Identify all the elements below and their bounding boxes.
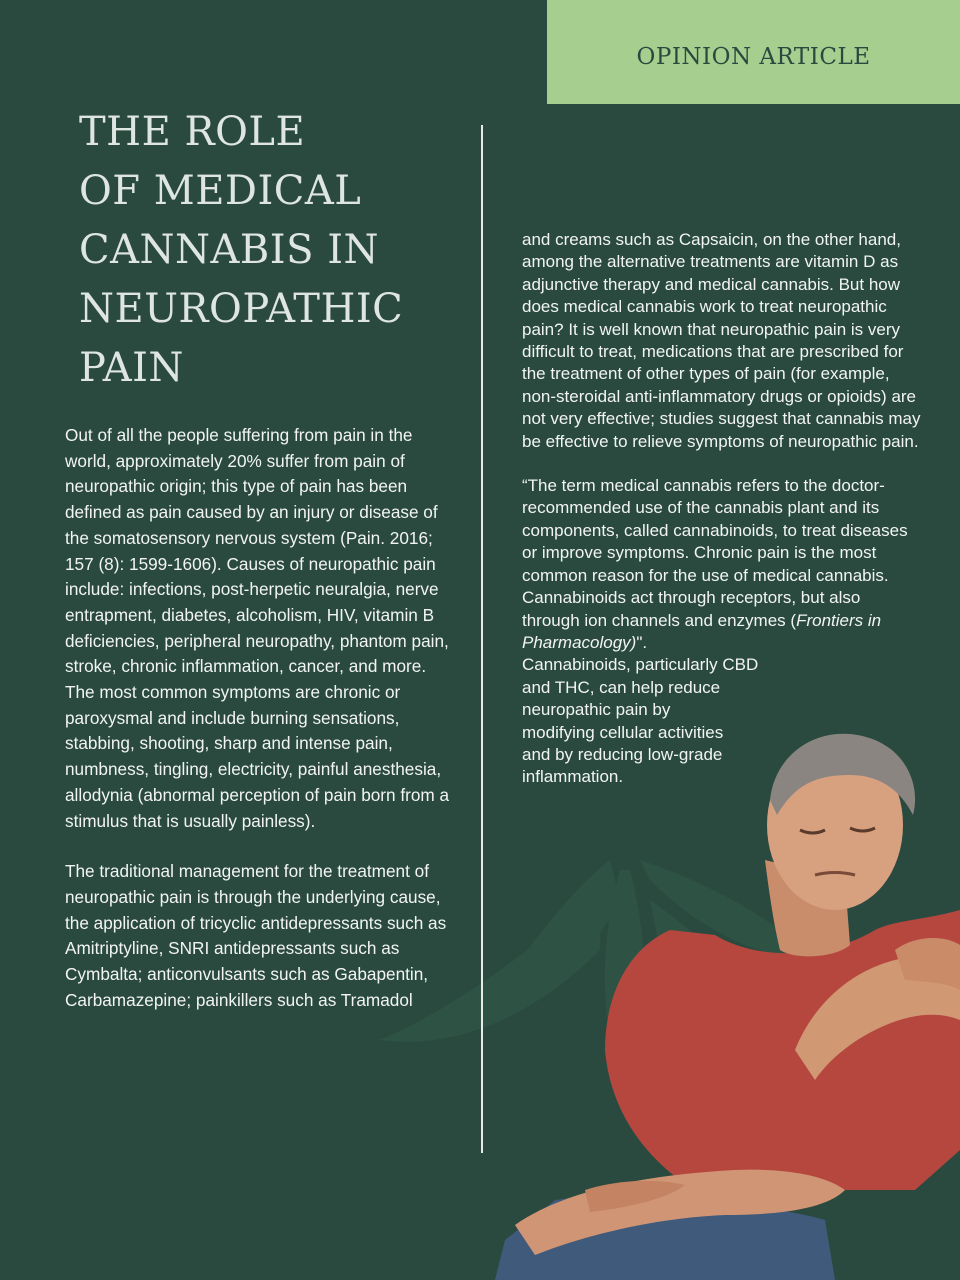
- cannabinoids-line: neuropathic pain by: [522, 700, 671, 720]
- quote-source: Frontiers in Pharmacology): [522, 610, 882, 652]
- cannabinoids-line: inflammation.: [522, 767, 624, 787]
- opinion-article-tag: [547, 0, 960, 104]
- quote-end: ".: [636, 632, 648, 652]
- paragraph-traditional-management: The traditional management for the treatment of neuropathic pain is through the underlying cause, the application of tricyclic antidepressants such as Amitriptyline, SNRI antidepressants such as Cymbalta; anticonvulsants such as Gabapentin, Carbamazepine; painkillers such as Tramadol: [65, 861, 447, 1010]
- article-title: [79, 103, 479, 398]
- left-column: [65, 423, 460, 1013]
- title-line-1: THE ROLE: [79, 109, 306, 155]
- title-line-4: NEUROPATHIC: [79, 286, 404, 332]
- title-line-5: PAIN: [79, 345, 184, 391]
- paragraph-intro: Out of all the people suffering from pain in the world, approximately 20% suffer from pain of neuropathic origin; this type of pain has been defined as pain caused by an injury or disease of the somatosensory nervous system (Pain. 2016; 157 (8): 1599-1606). Causes of neuropathic pain include: infections, post-herpetic neuralgia, nerve entrapment, diabetes, alcoholism, HIV, vitamin B deficiencies, peripheral neuropathy, phantom pain, stroke, chronic inflammation, cancer, and more. The most common symptoms are chronic or paroxysmal and include burning sensations, stabbing, shooting, sharp and intense pain, numbness, tingling, electricity, painful anesthesia, allodynia (abnormal perception of pain born from a stimulus that is usually painless).: [65, 425, 450, 831]
- cannabinoids-line: and by reducing low-grade: [522, 744, 723, 764]
- column-divider: [481, 125, 483, 1153]
- man-holding-shoulder-photo: [495, 720, 960, 1280]
- right-column: [522, 229, 922, 789]
- cannabinoids-line: Cannabinoids, particularly CBD: [522, 655, 759, 675]
- cannabinoids-line: and THC, can help reduce: [522, 677, 721, 697]
- paragraph-alternative-treatments: and creams such as Capsaicin, on the other hand, among the alternative treatments are vitamin D as adjunctive therapy and medical cannabis. But how does medical cannabis work to treat neuropathic pain? It is well known that neuropathic pain is very difficult to treat, medications that are prescribed for the treatment of other types of pain (for example, non-steroidal anti-inflammatory drugs or opioids) are not very effective; studies suggest that cannabis may be effective to relieve symptoms of neuropathic pain.: [522, 230, 921, 451]
- title-line-3: CANNABIS IN: [79, 227, 379, 273]
- tag-label: OPINION ARTICLE: [636, 44, 871, 70]
- cannabinoids-line: modifying cellular activities: [522, 722, 724, 742]
- title-line-2: OF MEDICAL: [79, 168, 362, 214]
- quote-text: “The term medical cannabis refers to the doctor-recommended use of the cannabis plant and its components, called cannabinoids, to treat diseases or improve symptoms. Chronic pain is the most common reason for the use of medical cannabis. Cannabinoids act through receptors, but also through ion channels and enzymes (: [522, 476, 908, 630]
- paragraph-quote: [522, 475, 922, 654]
